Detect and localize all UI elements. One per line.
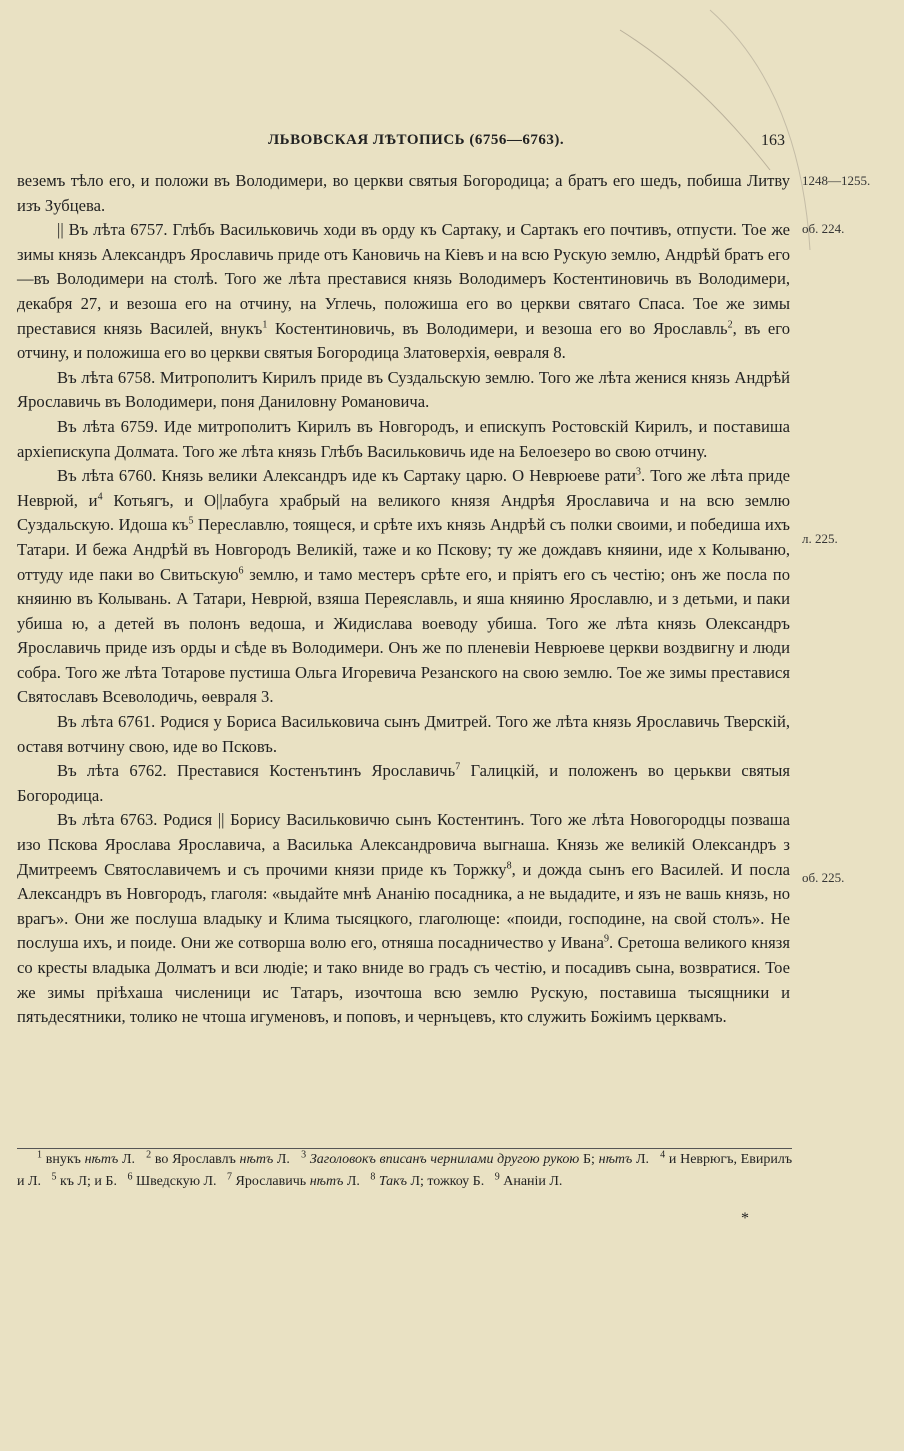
footnote-italic: нѣтъ	[239, 1152, 274, 1167]
margin-note-years: 1248—1255.	[802, 173, 871, 188]
paragraph-text: землю, и тамо местеръ срѣте его, и пріятъ его съ честію; онъ же посла по княиню въ Колывань. А Татари, Неврюй, взяша Переяславль, и яша княиню Ярославлю, и з детьми, и паки убиша ю, а детей въ полонъ ведоша, и Жидислава воеводу убиша. Того же лѣта князь Олександръ Ярославичь приде изъ орды и сѣде въ Володимери. Онъ же по пленевіи Неврюеве церкви воздвигну и люди собра. Того же лѣта Тотарове пустиша Ольга Игоревича Резанского на свою землю. Тое же зимы преставися Святославъ Всеволодичь, ѳевраля 3.	[17, 564, 790, 707]
margin-note-folio: л. 225.	[802, 531, 838, 546]
paragraph	[17, 710, 790, 759]
paragraph-text: Въ лѣта 6762. Преставися Костенътинъ Ярославичь	[57, 761, 456, 781]
footnote-text: внукъ	[42, 1152, 85, 1167]
paragraph-text: . Сретоша великого князя со кресты владыка Долматъ и вси людіе; и тако вниде во градъ съ честію, и посадивъ сына, возвратися. Тое же зимы пріѣхаша численици ис Татаръ, изочтоша всю землю Рускую, поставиша тысящники и пятьдесятники, толико не чтоша игуменовъ, и поповъ, и чернъцевъ, кто служить Божіимъ церквамъ.	[17, 933, 790, 1027]
running-title: ЛЬВОВСКАЯ ЛѢТОПИСЬ (6756—6763).	[268, 132, 565, 148]
paragraph-text: Костентиновичь, въ Володимери, и везоша его во Ярославль	[267, 318, 728, 338]
margin-note-folio: об. 224.	[802, 221, 845, 236]
footnote-text: тожкоу Б.	[427, 1174, 485, 1189]
paragraph-text: веземъ тѣло его, и положи въ Володимери, во церкви святыя Богородица; а братъ его шедъ, побиша Литву изъ Зубцева.	[17, 171, 790, 215]
paragraph-text: Въ лѣта 6759. Иде митрополитъ Кирилъ въ Новгородъ, и епискупъ Ростовскій Кирилъ, и поставиша архіепискупа Долмата. Того же лѣта князь Глѣбъ Васильковичь иде на Белоезеро во свою отчину.	[17, 416, 790, 461]
footnote-ref: 8	[506, 860, 512, 872]
footnote-ref: 7	[455, 761, 461, 773]
footnote-text: Шведскую Л.	[132, 1174, 217, 1189]
paragraph	[17, 808, 790, 1029]
footnote-text: Ананіи Л.	[499, 1174, 563, 1189]
main-text	[17, 169, 790, 1030]
paragraph-text: , и дожда сынъ его Василей. И посла Александръ въ Новгородъ, глаголя: «выдайте мнѣ Ананію посадника, а не выдадите, и язъ не вашь князь, но врагъ». Они же послуша владыку и Клима тысяцкого, глаголюще: «поиди, господине, на свой столъ». Не послуша ихъ, и поиде. Они же сотворша волю его, отняша посадничество у Ивана	[17, 859, 791, 953]
footnote-italic: Такъ	[375, 1174, 407, 1189]
footnote-text: Л.	[118, 1152, 135, 1167]
footnote-text: Л.	[343, 1174, 360, 1189]
paragraph	[17, 464, 790, 710]
footnote-number: 6	[127, 1171, 133, 1183]
paragraph	[17, 169, 790, 218]
footnote-number: 4	[660, 1149, 666, 1161]
footnote-ref: 9	[603, 933, 609, 945]
asterisk-mark: *	[741, 1210, 749, 1227]
paragraph	[17, 415, 790, 464]
footnote-number: 8	[370, 1171, 376, 1183]
footnote-text: Б;	[579, 1152, 595, 1167]
margin-note-folio: об. 225.	[802, 870, 845, 885]
footnote-text: Ярославичь	[232, 1174, 310, 1189]
paragraph	[17, 759, 790, 808]
footnote-ref: 6	[238, 564, 244, 576]
footnote-italic: нѣтъ	[84, 1152, 119, 1167]
footnote-ref: 5	[188, 515, 194, 527]
paragraph	[17, 218, 790, 366]
paragraph-text: Въ лѣта 6758. Митрополитъ Кирилъ приде въ Суздальскую землю. Того же лѣта женися князь Андрѣй Ярославичь въ Володимери, поня Даниловну Романовича.	[17, 367, 790, 412]
paragraph-text: , въ его отчину, и положиша его во церкви святыя Богородица Златоверхія, ѳевраля 8.	[17, 318, 790, 363]
paragraph-text: Въ лѣта 6763. Родися || Борису Васильковичю сынъ Костентинъ. Того же лѣта Новогородцы позваша изо Пскова Ярослава Ярославича, а Василька Александровича выгнаша. Князь же великій Олександръ з Дмитреемъ Святославичемъ и съ прочими князи приде къ Торжку	[17, 810, 790, 879]
footnote-number: 5	[51, 1171, 57, 1183]
footnote-ref: 4	[97, 491, 103, 503]
footnote-text: Л.	[273, 1152, 290, 1167]
footnote-italic: нѣтъ	[309, 1174, 344, 1189]
page-number: 163	[761, 132, 785, 149]
footnote-italic: нѣтъ	[598, 1152, 633, 1167]
footnote-number: 1	[37, 1149, 42, 1161]
paragraph-text: Переславлю, тоящеся, и срѣте ихъ князь Андрѣй съ полки своими, и победиша ихъ Татари. И бежа Андрѣй въ Новгородъ Великій, таже и ко Пскову; ту же дождавъ княини, иде х Колываню, оттуду иде паки во Свитьскую	[17, 515, 791, 584]
footnote-text: къ Л; и Б.	[56, 1174, 117, 1189]
footnote-number: 9	[494, 1171, 500, 1183]
paragraph-text: . Того же лѣта приде Неврюй, и	[17, 466, 791, 510]
page-header	[0, 132, 904, 154]
footnote-text: Л.	[632, 1152, 650, 1167]
paragraph-text: Галицкій, и положенъ во церькви святыя Богородица.	[17, 761, 790, 805]
paragraph-text: || Въ лѣта 6757. Глѣбъ Васильковичь ходи въ орду къ Сартаку, и Сартакъ его почтивъ, отпусти. Тое же зимы князь Александръ Ярославичь приде отъ Кановичь на Кіевъ и на всю Рускую землю, Андрѣй братъ его—въ Володимери на столѣ. Того же лѣта преставися князь Володимеръ Костентиновичь въ Володимери, декабря 27, и везоша его на отчину, на Углечь, положиша его во церкви святаго Спаса. Тое же зимы преставися князь Василей, внукъ	[17, 220, 790, 338]
footnote-number: 7	[227, 1171, 233, 1183]
footnote-text: во Ярославлъ	[151, 1152, 240, 1167]
footnote-ref: 2	[727, 319, 733, 331]
footnote-ref: 1	[262, 319, 268, 331]
paragraph	[17, 366, 790, 415]
footnote-ref: 3	[636, 466, 642, 478]
footnote-text: и Неврюгъ, Евирилъ и Л.	[17, 1152, 793, 1189]
footnotes	[17, 1148, 792, 1193]
footnote-text: Л;	[406, 1174, 424, 1189]
footnote-number: 2	[146, 1149, 152, 1161]
footnote-number: 3	[301, 1149, 307, 1161]
paragraph-text: Въ лѣта 6761. Родися у Бориса Васильковича сынъ Дмитрей. Того же лѣта князь Ярославичь Тверскій, оставя вотчину свою, иде во Псковъ.	[17, 712, 790, 756]
footnote-italic: Заголовокъ вписанъ чернилами другою рукою	[309, 1152, 580, 1167]
paragraph-text: Котьягъ, и О||лабуга храбрый на великого князя Андрѣя Ярославича и на всю землю Суздальскую. Идоша къ	[17, 490, 790, 535]
paragraph-text: Въ лѣта 6760. Князь велики Александръ иде къ Сартаку царю. О Неврюеве рати	[57, 466, 637, 486]
